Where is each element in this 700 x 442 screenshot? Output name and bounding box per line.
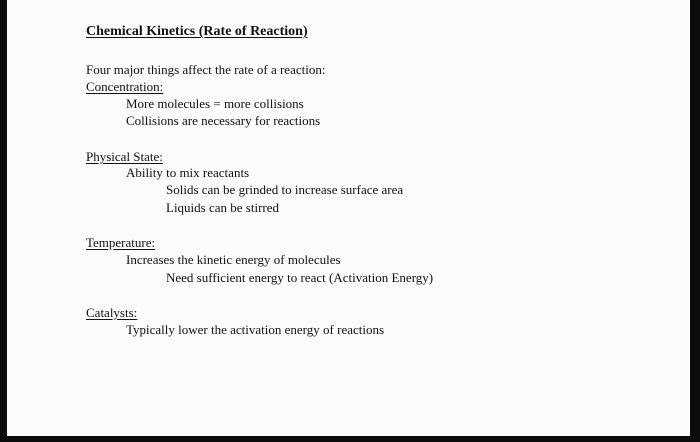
- concentration-line-1: More molecules = more collisions: [126, 96, 304, 111]
- bottom-dark-border: [0, 436, 700, 442]
- physical-state-line-3: Liquids can be stirred: [166, 200, 279, 215]
- catalysts-line-1: Typically lower the activation energy of reactions: [126, 322, 385, 337]
- section-heading-physical-state: Physical State:: [86, 149, 163, 164]
- left-dark-border: [0, 0, 7, 442]
- temperature-line-2: Need sufficient energy to react (Activation Energy): [166, 270, 434, 285]
- section-heading-temperature: Temperature:: [86, 235, 156, 250]
- concentration-line-2: Collisions are necessary for reactions: [126, 113, 321, 128]
- intro-text: Four major things affect the rate of a reaction:: [86, 62, 326, 77]
- page-title: Chemical Kinetics (Rate of Reaction): [86, 24, 308, 39]
- temperature-line-1: Increases the kinetic energy of molecules: [126, 252, 341, 267]
- section-heading-catalysts: Catalysts:: [86, 305, 138, 320]
- physical-state-line-2: Solids can be grinded to increase surface area: [166, 182, 404, 197]
- physical-state-line-1: Ability to mix reactants: [126, 165, 250, 180]
- section-heading-concentration: Concentration:: [86, 79, 164, 94]
- right-dark-border: [690, 0, 700, 442]
